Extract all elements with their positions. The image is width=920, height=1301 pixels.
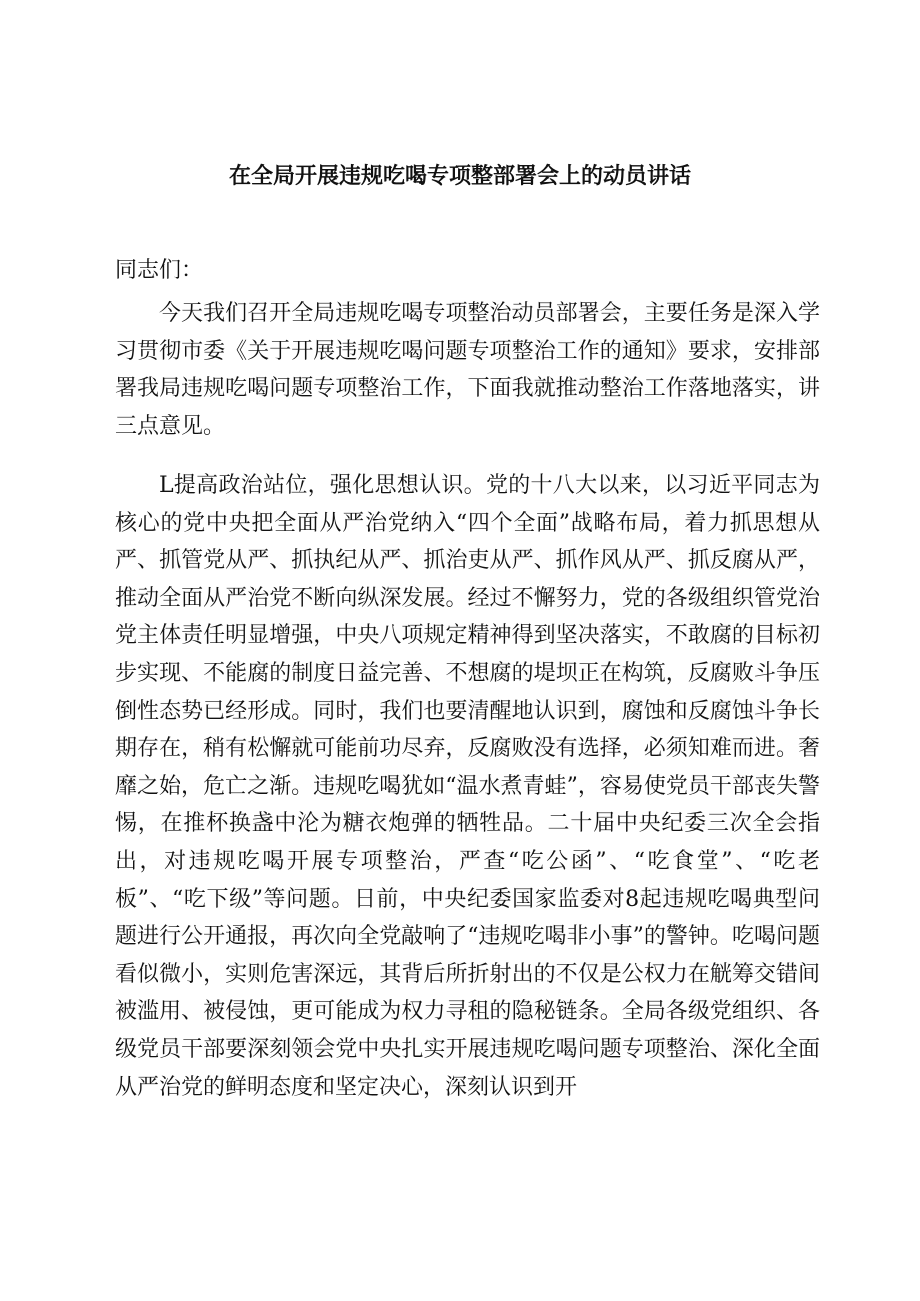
paragraph-point-one: L提高政治站位，强化思想认识。党的十八大以来，以习近平同志为核心的党中央把全面从严治党纳入“四个全面”战略布局，着力抓思想从严、抓管党从严、抓执纪从严、抓治吏从严、抓作风从严、抓反腐从严，推动全面从严治党不断向纵深发展。经过不懈努力，党的各级组织管党治党主体责任明显增强，中央八项规定精神得到坚决落实，不敢腐的目标初步实现、不能腐的制度日益完善、不想腐的堤坝正在构筑，反腐败斗争压倒性态势已经形成。同时，我们也要清醒地认识到，腐蚀和反腐蚀斗争长期存在，稍有松懈就可能前功尽弃，反腐败没有选择，必须知难而进。奢靡之始，危亡之渐。违规吃喝犹如“温水煮青蛙”，容易使党员干部丧失警惕，在推杯换盏中沦为糖衣炮弹的牺牲品。二十届中央纪委三次全会指出，对违规吃喝开展专项整治，严查“吃公函”、“吃食堂”、“吃老板”、“吃下级”等问题。日前，中央纪委国家监委对8起违规吃喝典型问题进行公开通报，再次向全党敲响了“违规吃喝非小事”的警钟。吃喝问题看似微小，实则危害深远，其背后所折射出的不仅是公权力在觥筹交错间被滥用、被侵蚀，更可能成为权力寻租的隐秘链条。全局各级党组织、各级党员干部要深刻领会党中央扎实开展违规吃喝问题专项整治、深化全面从严治党的鲜明态度和坚定决心，深刻认识到开 [115,473,820,1100]
document-title: 在全局开展违规吃喝专项整部署会上的动员讲话 [228,163,691,189]
paragraph-intro: 今天我们召开全局违规吃喝专项整治动员部署会，主要任务是深入学习贯彻市委《关于开展违规吃喝问题专项整治工作的通知》要求，安排部署我局违规吃喝问题专项整治工作，下面我就推动整治工作落地落实，讲三点意见。 [115,301,820,439]
salutation: 同志们： [115,258,204,283]
